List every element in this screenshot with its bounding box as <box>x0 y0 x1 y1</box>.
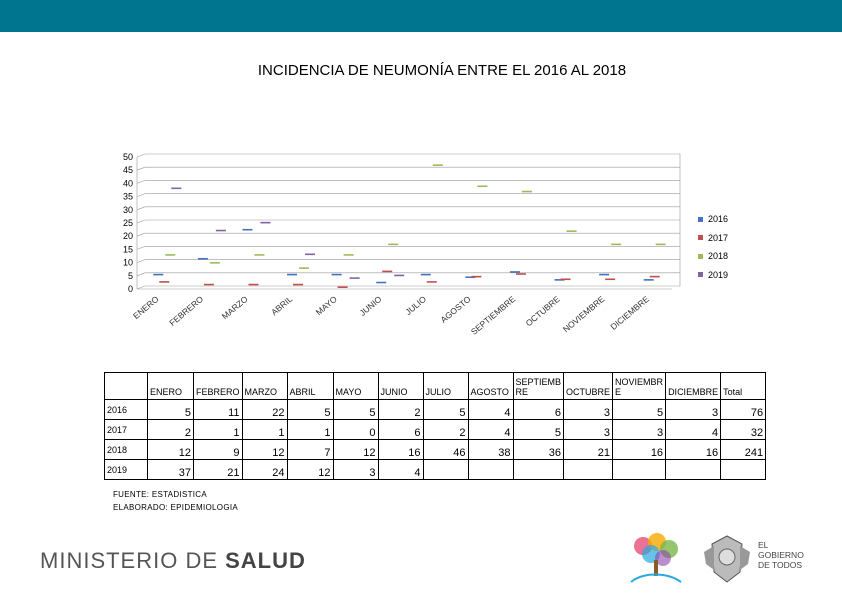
table-cell: 6 <box>513 400 564 420</box>
y-tick-label: 30 <box>122 204 133 215</box>
x-tick-label: ABRIL <box>269 293 295 318</box>
pneumonia-line-chart <box>0 140 700 340</box>
table-row <box>105 460 766 480</box>
legend-item-2019 <box>698 266 728 285</box>
table-cell: 3 <box>333 460 378 480</box>
column-header: MARZO <box>242 373 287 400</box>
table-cell: 46 <box>423 440 468 460</box>
table-cell: 6 <box>378 420 423 440</box>
source-notes <box>113 489 238 514</box>
table-cell: 4 <box>666 420 721 440</box>
table-cell: 2 <box>148 420 194 440</box>
table-cell: 5 <box>148 400 194 420</box>
y-tick-label: 50 <box>122 152 133 162</box>
header-bar <box>0 0 842 32</box>
table-cell: 38 <box>468 440 513 460</box>
table-cell: 12 <box>148 440 194 460</box>
table-cell: 5 <box>287 400 333 420</box>
gridline-diag <box>137 260 145 263</box>
row-label: 2019 <box>105 460 148 480</box>
table-cell: 24 <box>242 460 287 480</box>
column-header: MAYO <box>333 373 378 400</box>
y-tick-label: 10 <box>122 257 133 268</box>
table-row <box>105 440 766 460</box>
column-header: Total <box>721 373 766 400</box>
table-cell: 9 <box>194 440 243 460</box>
table-cell: 5 <box>423 400 468 420</box>
table-cell: 21 <box>194 460 243 480</box>
gridline-diag <box>137 194 145 197</box>
table-cell: 3 <box>564 400 613 420</box>
y-tick-label: 45 <box>122 165 133 176</box>
column-header: ABRIL <box>287 373 333 400</box>
table-cell: 16 <box>378 440 423 460</box>
table-cell: 16 <box>666 440 721 460</box>
x-tick-label: MAYO <box>313 293 339 318</box>
table-cell: 37 <box>148 460 194 480</box>
x-tick-label: FEBRERO <box>167 293 206 328</box>
table-corner-cell <box>105 373 148 400</box>
table-cell: 3 <box>564 420 613 440</box>
table-cell <box>468 460 513 480</box>
table-cell: 7 <box>287 440 333 460</box>
table-cell <box>613 460 666 480</box>
table-cell <box>564 460 613 480</box>
legend-item-2016 <box>698 210 728 229</box>
ministry-name: MINISTERIO DE <box>40 548 226 573</box>
x-tick-label: MARZO <box>219 293 250 322</box>
legend-label: 2019 <box>708 269 729 280</box>
gob-line-2: GOBIERNO <box>758 550 804 560</box>
table-cell: 4 <box>378 460 423 480</box>
legend-swatch <box>698 254 703 259</box>
legend-swatch <box>698 272 703 277</box>
column-header: JUNIO <box>378 373 423 400</box>
table-row <box>105 420 766 440</box>
ministry-logo <box>40 548 306 574</box>
gridline-diag <box>137 167 145 170</box>
legend-swatch <box>698 217 703 222</box>
x-tick-label: ENERO <box>130 293 161 321</box>
x-tick-label: AGOSTO <box>438 293 473 325</box>
table-cell: 5 <box>613 400 666 420</box>
legend-item-2017 <box>698 229 728 248</box>
gridline-diag <box>137 154 145 157</box>
gridline-diag <box>137 286 145 289</box>
table-cell: 5 <box>333 400 378 420</box>
table-cell: 32 <box>721 420 766 440</box>
table-cell: 11 <box>194 400 243 420</box>
gridline-diag <box>137 207 145 210</box>
y-tick-label: 15 <box>122 244 133 255</box>
source-label: FUENTE: ESTADISTICA <box>113 490 208 499</box>
table-cell: 3 <box>666 400 721 420</box>
y-tick-label: 25 <box>122 218 133 228</box>
x-tick-label: JULIO <box>403 293 429 318</box>
data-table <box>104 372 766 480</box>
table-cell: 241 <box>721 440 766 460</box>
x-tick-label: DICIEMBRE <box>608 293 651 332</box>
y-tick-label: 35 <box>122 191 133 202</box>
chart-title: INCIDENCIA DE NEUMONÍA ENTRE EL 2016 AL 2018 <box>257 62 627 79</box>
gob-line-1: EL <box>758 540 769 550</box>
x-tick-label: JUNIO <box>357 293 384 318</box>
elaborated-label: ELABORADO: EPIDEMIOLOGIA <box>113 502 239 512</box>
table-cell: 1 <box>242 420 287 440</box>
table-cell <box>721 460 766 480</box>
row-label: 2018 <box>105 440 148 460</box>
x-tick-label: NOVIEMBRE <box>560 293 607 335</box>
table-cell <box>666 460 721 480</box>
x-tick-label: SEPTIEMBRE <box>468 293 518 337</box>
toda-una-vida-logo <box>623 532 687 588</box>
gridline-diag <box>137 180 145 183</box>
table-row <box>105 400 766 420</box>
table-cell: 12 <box>287 460 333 480</box>
legend-label: 2016 <box>708 214 729 225</box>
row-label: 2016 <box>105 400 148 420</box>
column-header: JULIO <box>423 373 468 400</box>
table-cell: 3 <box>613 420 666 440</box>
y-tick-label: 20 <box>122 231 133 242</box>
gridline-diag <box>137 273 145 276</box>
table-cell: 12 <box>333 440 378 460</box>
gridline-diag <box>137 233 145 236</box>
table-cell <box>423 460 468 480</box>
table-cell: 0 <box>333 420 378 440</box>
table-cell: 1 <box>287 420 333 440</box>
table-cell: 12 <box>242 440 287 460</box>
column-header: NOVIEMBR E <box>613 373 666 400</box>
x-tick-label: OCTUBRE <box>523 293 562 329</box>
table-cell: 2 <box>423 420 468 440</box>
gobierno-logo-text <box>758 540 804 570</box>
column-header: ENERO <box>148 373 194 400</box>
row-label: 2017 <box>105 420 148 440</box>
table-cell: 4 <box>468 400 513 420</box>
table-cell: 1 <box>194 420 243 440</box>
column-header: SEPTIEMB RE <box>513 373 564 400</box>
coat-of-arms-icon <box>702 532 752 586</box>
table-cell: 2 <box>378 400 423 420</box>
gridline-diag <box>137 246 145 249</box>
legend-label: 2017 <box>708 232 729 243</box>
table-cell: 4 <box>468 420 513 440</box>
table-cell: 76 <box>721 400 766 420</box>
y-tick-label: 0 <box>127 284 133 294</box>
column-header: FEBRERO <box>194 373 243 400</box>
gridline-diag <box>137 220 145 223</box>
table-cell: 5 <box>513 420 564 440</box>
table-cell: 36 <box>513 440 564 460</box>
y-tick-label: 40 <box>122 178 133 189</box>
column-header: AGOSTO <box>468 373 513 400</box>
chart-legend <box>698 210 728 284</box>
legend-swatch <box>698 235 703 240</box>
table-cell <box>513 460 564 480</box>
table-cell: 22 <box>242 400 287 420</box>
legend-label: 2018 <box>708 251 729 262</box>
column-header: OCTUBRE <box>564 373 613 400</box>
table-cell: 21 <box>564 440 613 460</box>
ministry-name-bold: SALUD <box>225 548 306 573</box>
gob-line-3: DE TODOS <box>758 560 803 570</box>
table-header-row <box>105 373 766 400</box>
y-tick-label: 5 <box>127 270 133 281</box>
table-cell: 16 <box>613 440 666 460</box>
legend-item-2018 <box>698 247 728 266</box>
column-header: DICIEMBRE <box>666 373 721 400</box>
